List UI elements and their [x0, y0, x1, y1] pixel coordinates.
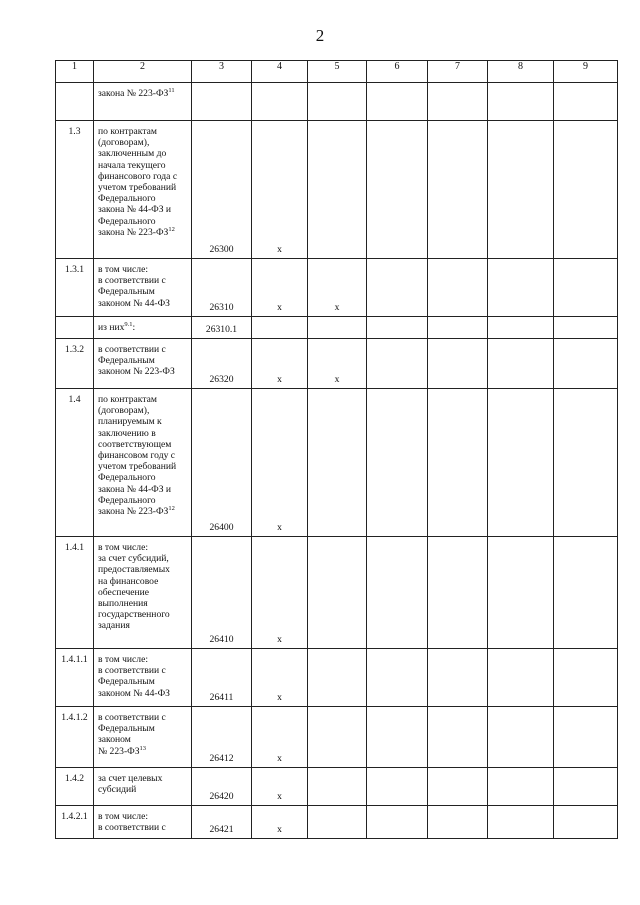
value-cell	[554, 339, 618, 389]
row-number-cell	[56, 649, 94, 707]
row-code: 26310.1	[205, 323, 238, 335]
row-number-cell	[56, 259, 94, 317]
not-applicable-mark: x	[277, 301, 282, 313]
footnote-ref: 12	[168, 505, 175, 513]
row-code-cell	[192, 121, 252, 259]
value-cell	[367, 707, 428, 768]
value-cell	[488, 768, 554, 806]
row-description-cell	[94, 339, 192, 389]
row-number-cell	[56, 339, 94, 389]
row-description-cell	[94, 806, 192, 839]
value-cell	[554, 707, 618, 768]
row-description-cell	[94, 389, 192, 537]
value-cell	[428, 806, 488, 839]
value-cell	[554, 83, 618, 121]
table-row	[56, 121, 618, 259]
row-description: закона № 223-ФЗ	[98, 88, 169, 99]
value-cell	[554, 389, 618, 537]
row-description-cell	[94, 121, 192, 259]
not-applicable-mark: x	[277, 752, 282, 764]
value-cell	[488, 83, 554, 121]
row-number: 1.4.2	[64, 773, 85, 784]
footnote-ref: 9.1	[124, 321, 133, 328]
row-code: 26421	[209, 823, 234, 835]
row-number-cell	[56, 707, 94, 768]
column-5-cell	[308, 339, 367, 389]
column-header: 5	[308, 61, 367, 83]
table-row	[56, 537, 618, 649]
row-code: 26411	[209, 691, 234, 703]
row-code-cell	[192, 768, 252, 806]
table-row	[56, 339, 618, 389]
value-cell	[428, 339, 488, 389]
row-number: 1.4.1.2	[61, 712, 88, 723]
row-code-cell	[192, 707, 252, 768]
row-description: по контрактам (договорам), планируемым к заключению в соответствующем финансовом году с учетом требований Федерального закона № 44-ФЗ и Федерального закона № 223-ФЗ	[98, 394, 177, 518]
value-cell	[488, 389, 554, 537]
row-description: из них	[98, 322, 125, 333]
table-row	[56, 806, 618, 839]
column-header: 1	[56, 61, 94, 83]
column-4-cell	[252, 121, 308, 259]
column-5-cell	[308, 649, 367, 707]
row-description: в том числе: за счет субсидий, предоставляемых на финансовое обеспечение выполнения государственного задания	[98, 542, 170, 632]
not-applicable-mark: x	[277, 633, 282, 645]
value-cell	[488, 317, 554, 339]
row-number-cell	[56, 806, 94, 839]
page-number: 2	[315, 26, 325, 45]
column-4-cell	[252, 317, 308, 339]
row-description: в соответствии с Федеральным законом № 223-ФЗ	[98, 344, 175, 378]
row-number-cell	[56, 389, 94, 537]
row-code-cell	[192, 339, 252, 389]
column-5-cell	[308, 537, 367, 649]
value-cell	[367, 259, 428, 317]
not-applicable-mark: x	[334, 373, 340, 385]
value-cell	[554, 768, 618, 806]
row-number: 1.4.2.1	[61, 811, 88, 822]
value-cell	[367, 389, 428, 537]
column-header: 6	[367, 61, 428, 83]
column-5-cell	[308, 707, 367, 768]
table-row	[56, 259, 618, 317]
value-cell	[428, 317, 488, 339]
row-number-cell	[56, 121, 94, 259]
value-cell	[367, 317, 428, 339]
row-code-cell	[192, 317, 252, 339]
footnote-ref: 11	[168, 87, 175, 94]
row-description-cell	[94, 83, 192, 121]
row-code: 26310	[209, 301, 234, 313]
row-description-cell	[94, 537, 192, 649]
row-description-cell	[94, 259, 192, 317]
table-row	[56, 317, 618, 339]
value-cell	[428, 259, 488, 317]
row-description: в том числе: в соответствии с	[98, 811, 166, 834]
row-code: 26320	[209, 373, 234, 385]
column-4-cell	[252, 537, 308, 649]
not-applicable-mark: x	[334, 301, 340, 313]
table-row	[56, 649, 618, 707]
row-code-cell	[192, 259, 252, 317]
column-5-cell	[308, 389, 367, 537]
value-cell	[428, 537, 488, 649]
row-description: в том числе: в соответствии с Федеральным законом № 44-ФЗ	[98, 264, 170, 309]
row-description-cell	[94, 649, 192, 707]
value-cell	[367, 339, 428, 389]
value-cell	[428, 83, 488, 121]
value-cell	[428, 707, 488, 768]
not-applicable-mark: x	[277, 823, 282, 835]
column-header: 7	[428, 61, 488, 83]
column-5-cell	[308, 121, 367, 259]
row-code: 26400	[209, 521, 234, 533]
value-cell	[554, 121, 618, 259]
value-cell	[554, 649, 618, 707]
column-5-cell	[308, 768, 367, 806]
column-header: 4	[252, 61, 308, 83]
value-cell	[428, 121, 488, 259]
column-4-cell	[252, 259, 308, 317]
table-row	[56, 768, 618, 806]
not-applicable-mark: x	[277, 790, 282, 802]
row-code-cell	[192, 83, 252, 121]
value-cell	[428, 649, 488, 707]
value-cell	[488, 649, 554, 707]
row-number: 1.3.1	[64, 264, 85, 275]
column-5-cell	[308, 806, 367, 839]
row-number: 1.4.1	[64, 542, 85, 553]
value-cell	[367, 83, 428, 121]
table-row	[56, 707, 618, 768]
column-5-cell	[308, 83, 367, 121]
table-row	[56, 83, 618, 121]
value-cell	[488, 707, 554, 768]
not-applicable-mark: x	[277, 373, 282, 385]
column-4-cell	[252, 83, 308, 121]
value-cell	[488, 537, 554, 649]
not-applicable-mark: x	[277, 521, 282, 533]
row-code: 26420	[209, 790, 234, 802]
value-cell	[554, 537, 618, 649]
column-4-cell	[252, 768, 308, 806]
column-4-cell	[252, 707, 308, 768]
column-number-row	[56, 61, 618, 83]
value-cell	[554, 317, 618, 339]
value-cell	[554, 806, 618, 839]
row-code: 26300	[209, 243, 234, 255]
column-header: 3	[192, 61, 252, 83]
report-table	[55, 60, 618, 839]
row-number: 1.4.1.1	[61, 654, 88, 665]
row-description-cell	[94, 707, 192, 768]
value-cell	[488, 259, 554, 317]
column-header: 9	[554, 61, 618, 83]
value-cell	[367, 121, 428, 259]
column-header: 8	[488, 61, 554, 83]
row-number-cell	[56, 537, 94, 649]
not-applicable-mark: x	[277, 243, 282, 255]
row-code-cell	[192, 649, 252, 707]
row-code: 26410	[209, 633, 234, 645]
value-cell	[428, 389, 488, 537]
value-cell	[488, 339, 554, 389]
footnote-ref: 12	[168, 225, 175, 233]
row-code-cell	[192, 806, 252, 839]
column-4-cell	[252, 389, 308, 537]
value-cell	[367, 768, 428, 806]
value-cell	[488, 121, 554, 259]
column-4-cell	[252, 339, 308, 389]
row-number: 1.3.2	[64, 344, 85, 355]
row-number: 1.3	[68, 126, 81, 137]
row-number-cell	[56, 317, 94, 339]
row-description: по контрактам (договорам), заключенным до начала текущего финансового года с учетом требований Федерального закона № 44-ФЗ и Федерального закона № 223-ФЗ	[98, 126, 178, 238]
column-5-cell	[308, 259, 367, 317]
value-cell	[488, 806, 554, 839]
row-number-cell	[56, 83, 94, 121]
table-row	[56, 389, 618, 537]
row-description: за счет целевых субсидий	[98, 773, 163, 796]
column-header: 2	[94, 61, 192, 83]
column-5-cell	[308, 317, 367, 339]
row-description: в соответствии с Федеральным законом № 223-ФЗ	[98, 712, 166, 757]
row-description-cell	[94, 317, 192, 339]
row-description-suffix: :	[132, 322, 136, 333]
not-applicable-mark: x	[277, 691, 282, 703]
row-code: 26412	[209, 752, 234, 764]
value-cell	[367, 649, 428, 707]
row-code-cell	[192, 537, 252, 649]
row-code-cell	[192, 389, 252, 537]
value-cell	[428, 768, 488, 806]
value-cell	[367, 537, 428, 649]
value-cell	[554, 259, 618, 317]
value-cell	[367, 806, 428, 839]
row-number: 1.4	[68, 394, 81, 405]
row-description-cell	[94, 768, 192, 806]
row-description: в том числе: в соответствии с Федеральным законом № 44-ФЗ	[98, 654, 170, 699]
column-4-cell	[252, 649, 308, 707]
footnote-ref: 13	[139, 744, 147, 752]
row-number-cell	[56, 768, 94, 806]
column-4-cell	[252, 806, 308, 839]
